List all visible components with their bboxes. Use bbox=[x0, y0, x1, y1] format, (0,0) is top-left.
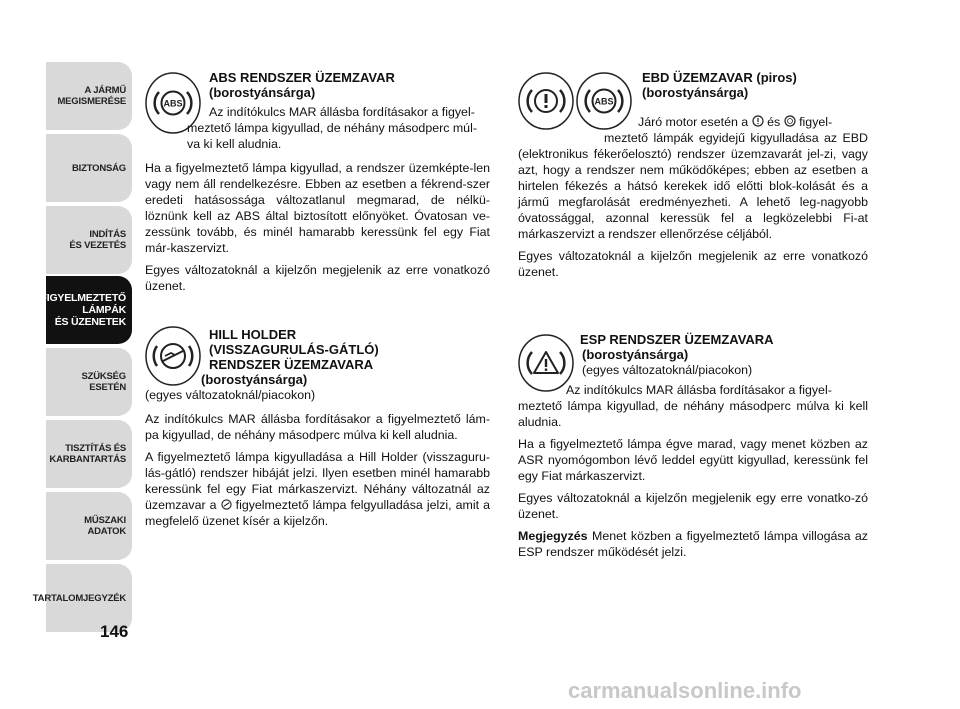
esp-section bbox=[518, 332, 868, 566]
abs-icon-label-ebd: ABS bbox=[594, 96, 614, 107]
brake-small-icon bbox=[752, 115, 764, 127]
ebd-paragraph-1: meztető lámpák egyidejű kigyulladása az EBD (elektronikus fékerőelosztó) rendszer üzemzavarát jel-zi, vagy azt, hogy a rendszer nem működőképes; ebben az esetben a hirtelen fékezés a hátsó kerekek idő előtti blok-kolását és a jármű megfarolását eredményezheti. A lehető leg-nagyobb óvatossággal, azonnal keressük fel a legközelebbi Fi-at márkaszervizt a rendszer ellenőrzése céljából. bbox=[518, 131, 868, 241]
esp-paragraph-2: Ha a figyelmeztető lámpa égve marad, vagy menet közben az ASR nyomógombon lévő leddel együtt kigyullad, keressünk fel egy Fiat márkaszervizt. bbox=[518, 437, 868, 483]
esp-variants: (egyes változatoknál/piacokon) bbox=[582, 363, 753, 377]
hill-title-4: (borostyánsárga) bbox=[201, 372, 308, 387]
tab-vehicle-overview[interactable]: A JÁRMŰ MEGISMERÉSE bbox=[46, 62, 132, 130]
hill-holder-section bbox=[145, 327, 490, 535]
tab-emergency[interactable]: SZÜKSÉG ESETÉN bbox=[46, 348, 132, 416]
esp-note bbox=[518, 528, 868, 560]
ebd-paragraph-2: Egyes változatoknál a kijelzőn megjelenik az erre vonatkozó üzenet. bbox=[518, 249, 868, 279]
ebd-section bbox=[518, 70, 868, 286]
esp-note-text: Menet közben a figyelmeztető lámpa villogása az ESP rendszer működését jelzi. bbox=[518, 529, 868, 559]
ebd-title: EBD ÜZEMZAVAR bbox=[642, 70, 753, 85]
tab-warning-lights[interactable]: FIGYELMEZTETŐ LÁMPÁK ÉS ÜZENETEK bbox=[46, 276, 132, 344]
abs-icon-label: ABS bbox=[163, 98, 183, 109]
footer-watermark: carmanualsonline.info bbox=[568, 678, 802, 703]
hill-paragraph-1: Az indítókulcs MAR állásba fordításakor a figyelmeztető lám-pa kigyullad, de néhány másodperc múlva ki kell aludnia. bbox=[145, 412, 490, 442]
ebd-p1-line1: Járó motor esetén a és figyel- bbox=[638, 115, 833, 129]
esp-subtitle: (borostyánsárga) bbox=[582, 347, 689, 362]
ebd-title-color: (piros) bbox=[756, 70, 797, 85]
ebd-subtitle: (borostyánsárga) bbox=[642, 85, 749, 100]
abs-p1-line3: va ki kell aludnia. bbox=[187, 137, 282, 151]
tab-care-maintenance[interactable]: TISZTÍTÁS ÉS KARBANTARTÁS bbox=[46, 420, 132, 488]
page-number: 146 bbox=[100, 622, 129, 641]
abs-subtitle: (borostyánsárga) bbox=[209, 85, 316, 100]
abs-p1-line2: meztető lámpa kigyullad, de néhány másodperc múl- bbox=[187, 121, 477, 135]
esp-paragraph-1: meztető lámpa kigyullad, de néhány másodperc múlva ki kell aludnia. bbox=[518, 399, 868, 429]
hill-title-1: HILL HOLDER bbox=[209, 327, 297, 342]
abs-paragraph-3: Egyes változatoknál a kijelzőn megjelenik az erre vonatkozó üzenet. bbox=[145, 263, 490, 293]
tab-technical-data[interactable]: MŰSZAKI ADATOK bbox=[46, 492, 132, 560]
abs-p1-line1: Az indítókulcs MAR állásba fordításakor a figyel- bbox=[209, 105, 475, 119]
abs-small-icon bbox=[784, 115, 796, 127]
abs-title: ABS RENDSZER ÜZEMZAVAR bbox=[209, 70, 395, 85]
hill-title-2: (VISSZAGURULÁS-GÁTLÓ) bbox=[209, 342, 379, 357]
abs-section bbox=[145, 70, 490, 300]
tab-index[interactable]: TARTALOMJEGYZÉK bbox=[46, 564, 132, 632]
esp-title: ESP RENDSZER ÜZEMZAVARA bbox=[580, 332, 774, 347]
hill-paragraph-2: A figyelmeztető lámpa kigyulladása a Hill Holder (visszaguru-lás-gátló) rendszer hibáját jelzi. Ilyen esetben minél hamarabb keressünk fel egy Fiat márkaszervizt. Néhány változatnál az üzemzavar a figyelmeztető lámpa felgyulladása jelzi, amit a megfelelő üzenet kísér a kijelzőn. bbox=[145, 450, 490, 528]
esp-p1-line1: Az indítókulcs MAR állásba fordításakor a figyel- bbox=[566, 383, 832, 397]
hill-holder-small-icon bbox=[221, 499, 232, 510]
abs-paragraph-2: Ha a figyelmeztető lámpa kigyullad, a rendszer üzemképte-len vagy nem áll rendelkezésre. Ebben az esetben a fékrend-szer eredeti hatásossága változatlanul megmarad, de nélkü-löznünk kell az ABS által biztosított előnyöket. Óvatosan ve-zessünk tovább, és minél hamarabb keressünk fel egy Fiat már-kaszervizt. bbox=[145, 161, 490, 255]
hill-subtitle: (egyes változatoknál/piacokon) bbox=[145, 388, 316, 402]
esp-paragraph-3: Egyes változatoknál a kijelzőn megjelenik egy erre vonatko-zó üzenet. bbox=[518, 491, 868, 521]
tab-starting-driving[interactable]: INDÍTÁS ÉS VEZETÉS bbox=[46, 206, 132, 274]
esp-note-label: Megjegyzés bbox=[518, 529, 588, 543]
hill-title-3: RENDSZER ÜZEMZAVARA bbox=[209, 357, 374, 372]
tab-safety[interactable]: BIZTONSÁG bbox=[46, 134, 132, 202]
